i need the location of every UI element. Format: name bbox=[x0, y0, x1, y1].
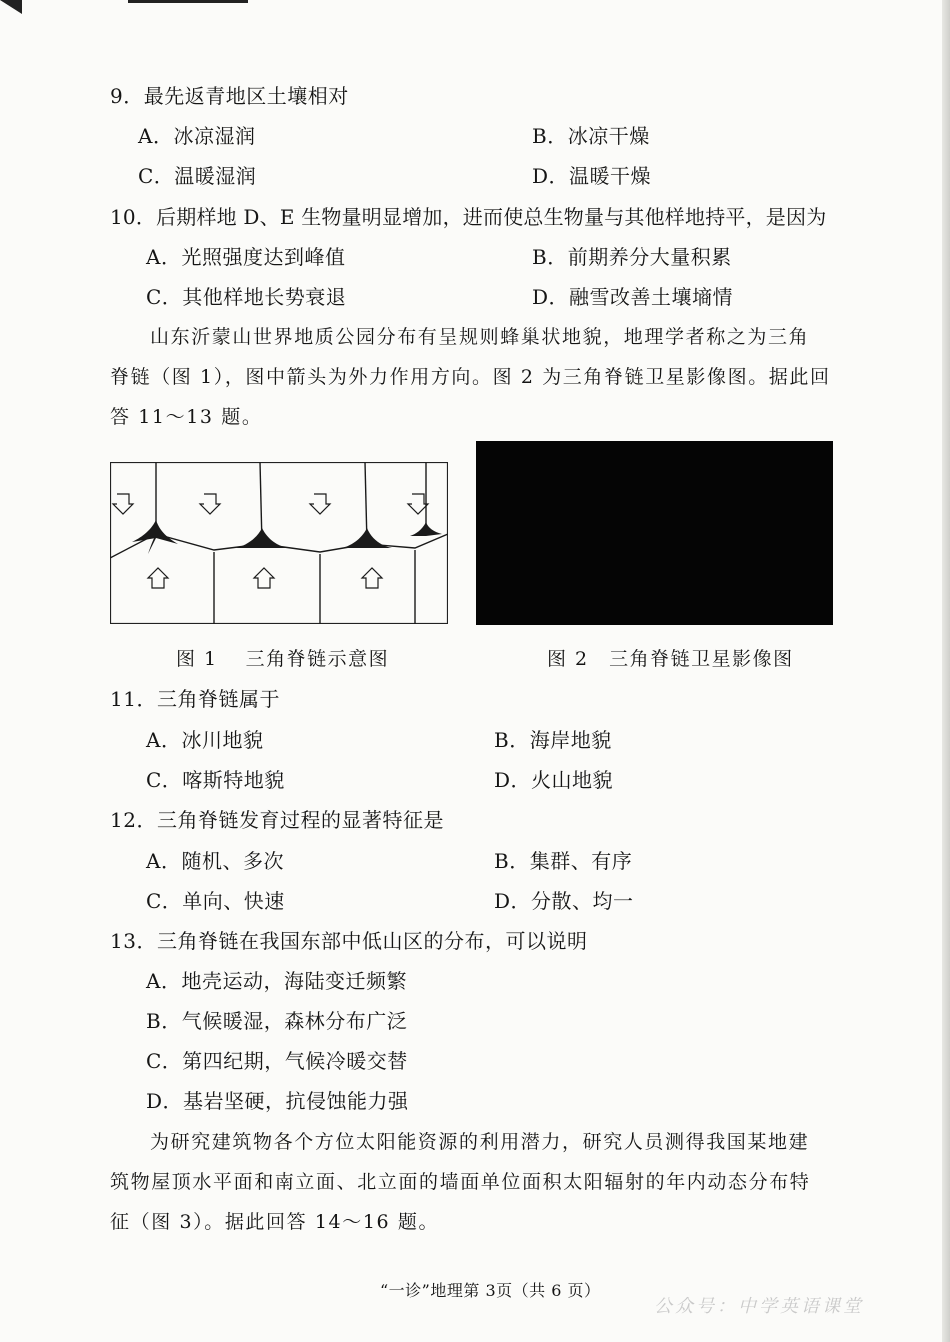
question-9-option-a: A．冰凉湿润 bbox=[138, 124, 256, 148]
figure-1-schematic bbox=[110, 462, 448, 624]
figure-1-frame bbox=[111, 463, 448, 624]
question-13-option-d: D．基岩坚硬，抗侵蚀能力强 bbox=[146, 1089, 409, 1113]
question-11-option-c: C．喀斯特地貌 bbox=[146, 768, 285, 792]
question-10-option-a: A．光照强度达到峰值 bbox=[146, 245, 346, 269]
question-9-stem: 9．最先返青地区土壤相对 bbox=[110, 84, 349, 108]
question-13-stem: 13．三角脊链在我国东部中低山区的分布，可以说明 bbox=[110, 929, 588, 953]
question-12-option-d: D．分散、均一 bbox=[494, 889, 634, 913]
passage-1-line-3: 答 11～13 题。 bbox=[110, 406, 263, 428]
scan-mark-top bbox=[128, 0, 248, 3]
question-13-option-b: B．气候暖湿，森林分布广泛 bbox=[146, 1009, 408, 1033]
question-9-option-c: C．温暖湿润 bbox=[138, 164, 257, 188]
figure-2-caption: 图 2 三角脊链卫星影像图 bbox=[547, 648, 794, 670]
figure-1-ridge-lines bbox=[110, 462, 448, 624]
question-12-option-a: A．随机、多次 bbox=[146, 849, 284, 873]
passage-2-line-3: 征（图 3）。据此回答 14～16 题。 bbox=[110, 1211, 440, 1233]
question-12-option-c: C．单向、快速 bbox=[146, 889, 285, 913]
question-11-option-d: D．火山地貌 bbox=[494, 768, 614, 792]
figure-2-satellite-image bbox=[476, 441, 833, 625]
scan-edge-shadow bbox=[942, 0, 950, 1342]
passage-1-line-1: 山东沂蒙山世界地质公园分布有呈规则蜂巢状地貌，地理学者称之为三角 bbox=[150, 326, 810, 348]
question-13-option-a: A．地壳运动，海陆变迁频繁 bbox=[146, 969, 407, 993]
figure-1-caption: 图 1 三角脊链示意图 bbox=[176, 648, 390, 670]
question-12-option-b: B．集群、有序 bbox=[494, 849, 633, 873]
question-11-stem: 11．三角脊链属于 bbox=[110, 687, 280, 711]
page-footer: “一诊”地理第 3页（共 6 页） bbox=[380, 1281, 601, 1300]
figure-1-triangular-nodes bbox=[132, 520, 442, 554]
question-10-option-c: C．其他样地长势衰退 bbox=[146, 285, 347, 309]
figure-1-up-arrows bbox=[148, 568, 382, 588]
question-10-option-b: B．前期养分大量积累 bbox=[532, 245, 732, 269]
figure-1-down-arrows bbox=[113, 494, 428, 514]
question-11-option-a: A．冰川地貌 bbox=[146, 728, 264, 752]
question-13-option-c: C．第四纪期，气候冷暖交替 bbox=[146, 1049, 408, 1073]
watermark: 公众号：中学英语课堂 bbox=[654, 1296, 864, 1317]
question-9-option-d: D．温暖干燥 bbox=[532, 164, 652, 188]
passage-2-line-1: 为研究建筑物各个方位太阳能资源的利用潜力，研究人员测得我国某地建 bbox=[150, 1131, 810, 1153]
question-10-stem: 10．后期样地 D、E 生物量明显增加，进而使总生物量与其他样地持平，是因为 bbox=[110, 205, 827, 229]
question-9-option-b: B．冰凉干燥 bbox=[532, 124, 650, 148]
question-11-option-b: B．海岸地貌 bbox=[494, 728, 612, 752]
passage-1-line-2: 脊链（图 1），图中箭头为外力作用方向。图 2 为三角脊链卫星影像图。据此回 bbox=[110, 366, 831, 388]
question-12-stem: 12．三角脊链发育过程的显著特征是 bbox=[110, 808, 444, 832]
question-10-option-d: D．融雪改善土壤墒情 bbox=[532, 285, 734, 309]
scan-mark-corner bbox=[0, 0, 22, 14]
passage-2-line-2: 筑物屋顶水平面和南立面、北立面的墙面单位面积太阳辐射的年内动态分布特 bbox=[110, 1171, 811, 1193]
